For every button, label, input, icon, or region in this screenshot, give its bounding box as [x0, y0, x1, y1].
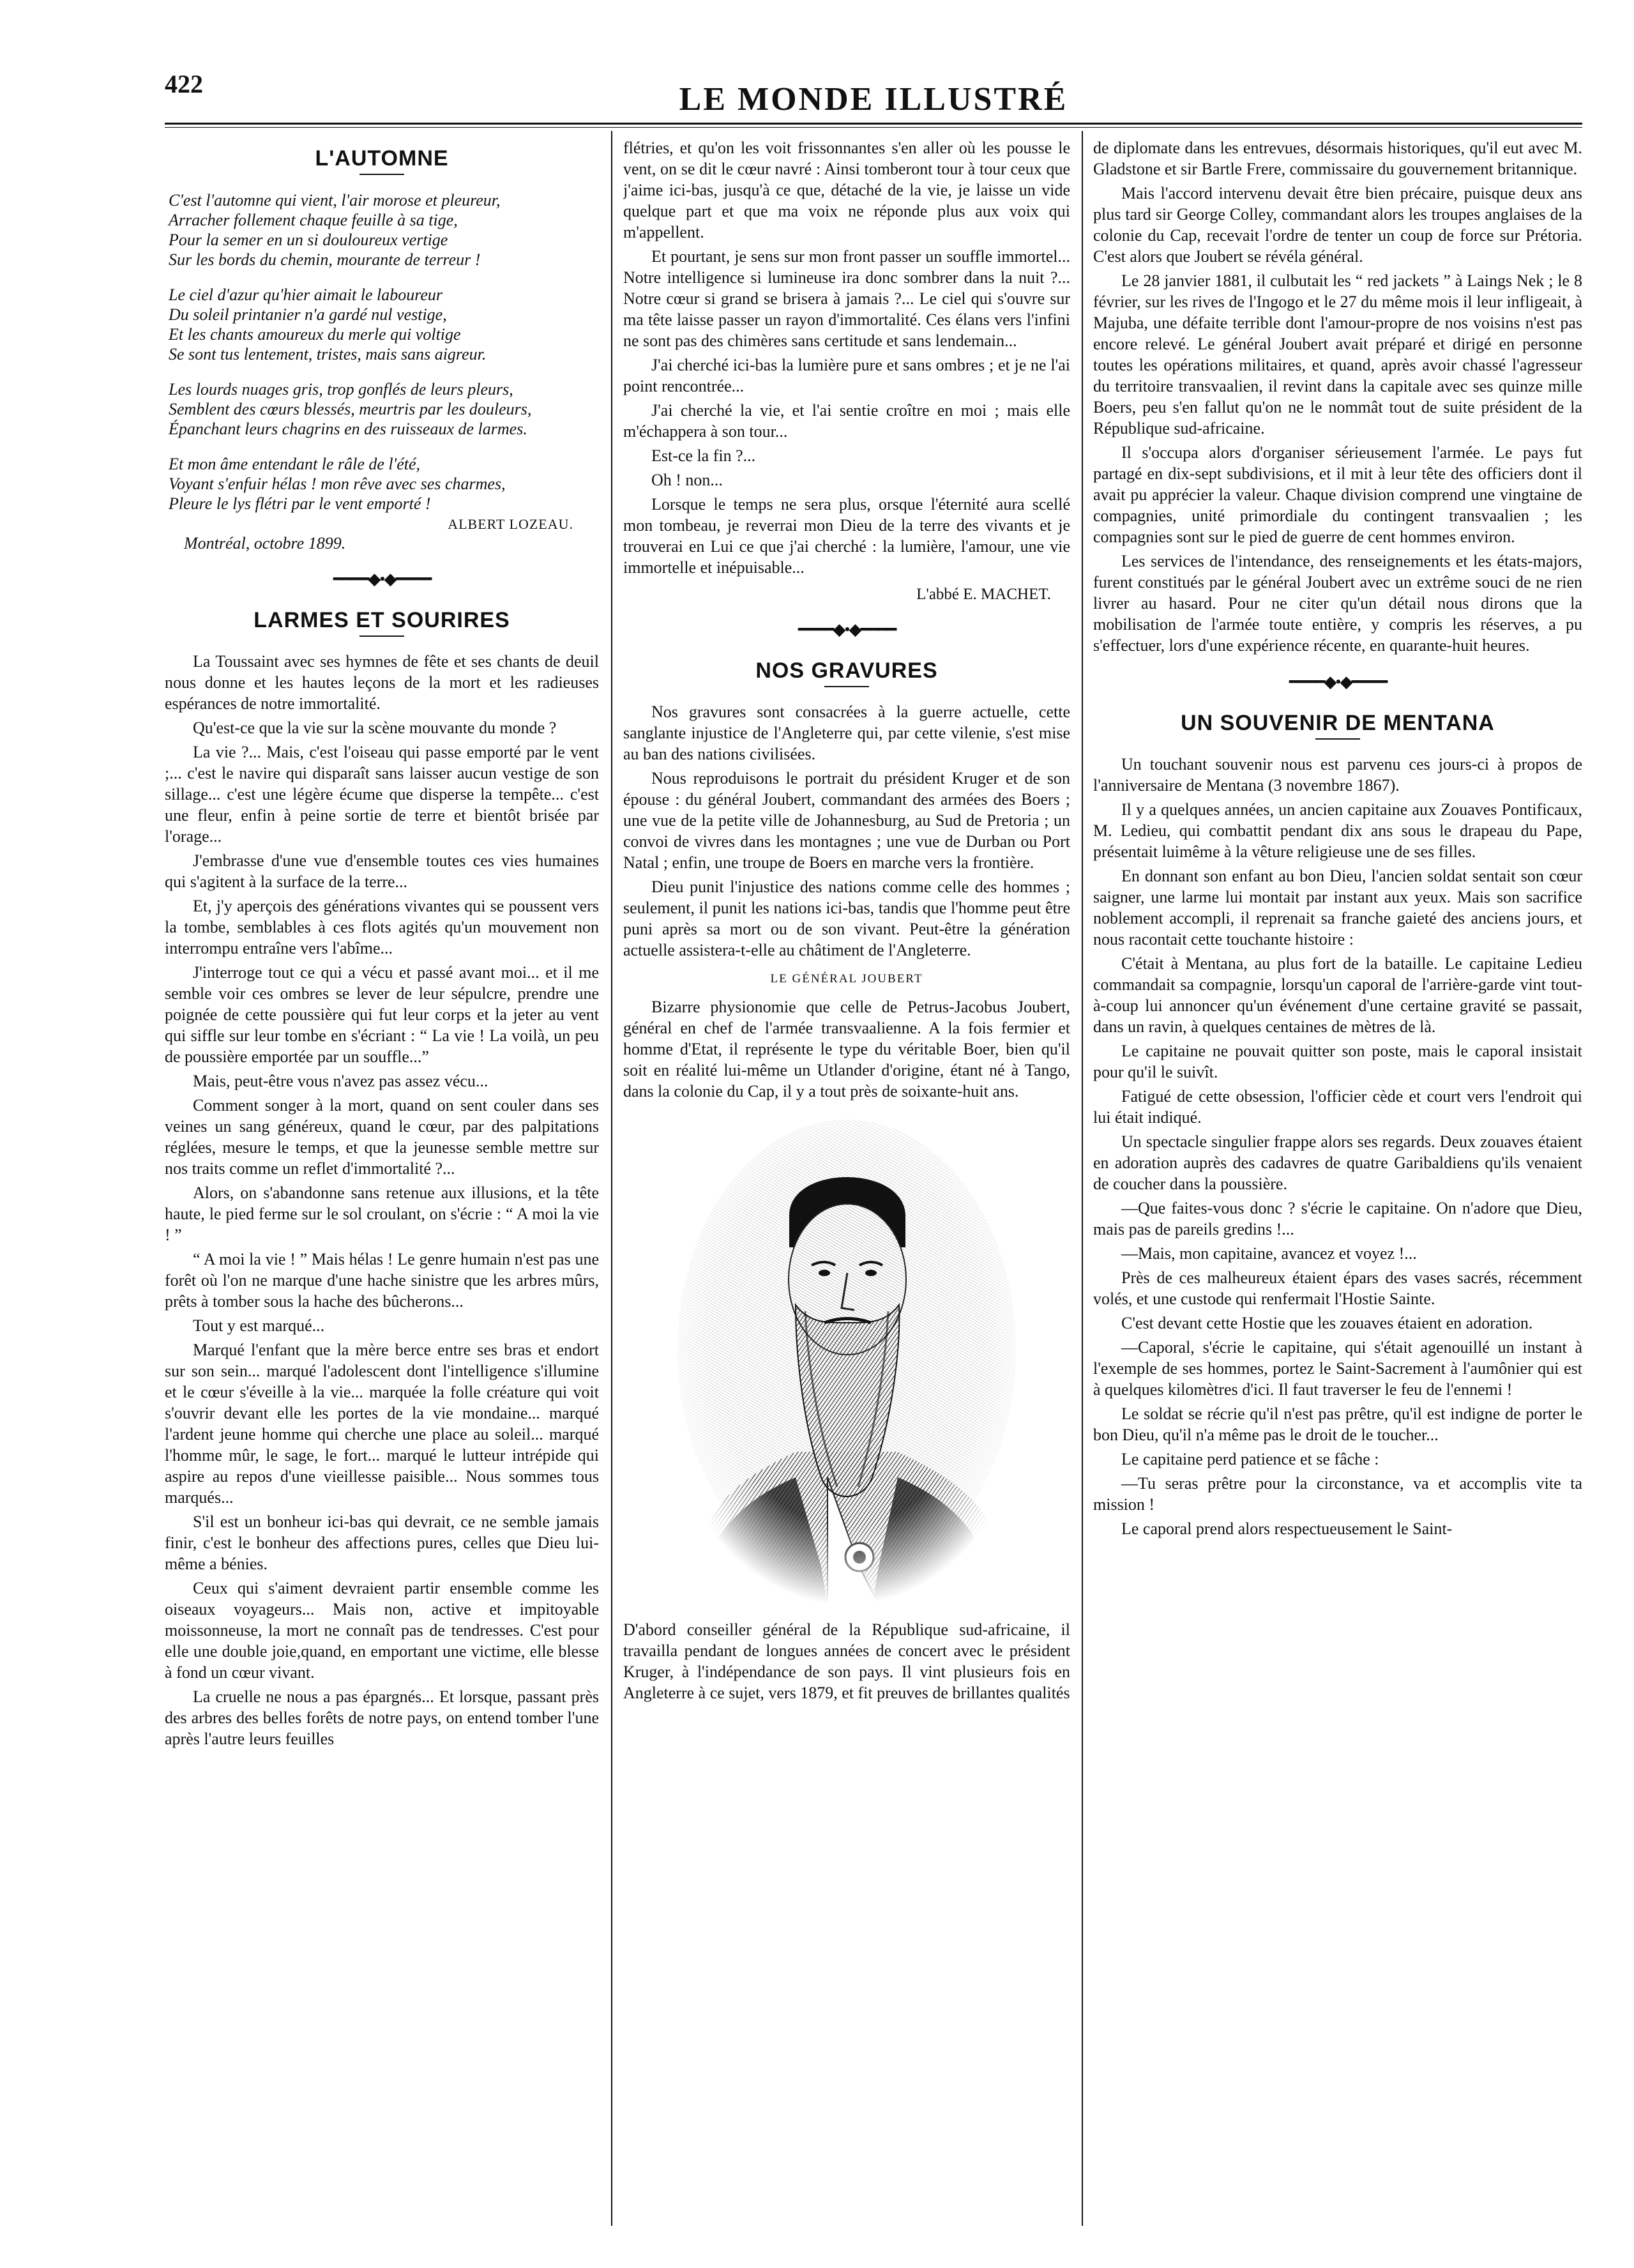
paragraph: Et, j'y aperçois des générations vivantes qui se poussent vers la tombe, semblables à ces flots agités qu'un mouvement non interrompu entraîne vers l'abîme... [165, 897, 599, 957]
paragraph: Qu'est-ce que la vie sur la scène mouvante du monde ? [193, 719, 557, 737]
paragraph: Mais, peut-être vous n'avez pas assez vécu... [193, 1072, 488, 1090]
paragraph: Près de ces malheureux étaient épars des vases sacrés, récemment volés, et une custode qui renfermait l'Hostie Sainte. [1093, 1268, 1582, 1308]
paragraph: Le 28 janvier 1881, il culbutait les “ red jackets ” à Laings Nek ; le 8 février, sur les rives de l'Ingogo et le 27 du même mois il leur infligeait, à Majuba, une défaite terrible dont l'amour-propre de nos voisins n'est pas encore relevé. Le général Joubert avait préparé et dirigé en personne toutes les opérations militaires, et quand, après avoir chassé l'agresseur du territoire transvaalien, il revint dans la capitale avec ses quinze mille Boers, peu s'en fallut qu'on ne le nommât tout de suite président de la République sud-africaine. [1093, 271, 1582, 438]
paragraph: Il s'occupa alors d'organiser sérieusement l'armée. Le pays fut partagé en dix-sept subdivisions, et il mit à leur tête des officiers dont il avait pu apprécier la valeur. Chaque division comprend une vingtaine de compagnies, unité primordiale du contingent transvaalien ; les compagnies sont sur le pied de guerre de cent hommes environ. [1093, 443, 1582, 546]
title-rule [359, 635, 404, 637]
poem-stanza [165, 454, 599, 514]
title-rule [824, 686, 869, 687]
paragraph: J'embrasse d'une vue d'ensemble toutes ces vies humaines qui s'agitent à la surface de la terre... [165, 851, 599, 891]
paragraph: —Tu seras prêtre pour la circonstance, va et accomplis vite ta mission ! [1093, 1474, 1582, 1514]
poem-line: Voyant s'enfuir hélas ! mon rêve avec ses charmes, [169, 475, 506, 493]
subsection-title: LE GÉNÉRAL JOUBERT [770, 972, 923, 986]
paragraph: La cruelle ne nous a pas épargnés... Et lorsque, passant près des arbres des belles forêts de notre pays, on entend tomber l'une après l'autre leurs feuilles [165, 1687, 599, 1748]
paragraph: Le capitaine perd patience et se fâche : [1121, 1450, 1379, 1468]
paragraph: La Toussaint avec ses hymnes de fête et ses chants de deuil nous donne et les hautes leçons de la mort et les radieuses espérances de notre immortalité. [165, 652, 599, 713]
poem-title: L'AUTOMNE [315, 146, 449, 171]
paragraph: Il y a quelques années, un ancien capitaine aux Zouaves Pontificaux, M. Ledieu, qui combattit pendant dix ans sous le drapeau du Pape, présentait luimême à la vêture religieuse une de ses filles. [1093, 800, 1582, 861]
paragraph: Bizarre physionomie que celle de Petrus-Jacobus Joubert, général en chef de l'armée transvaalienne. A la fois fermier et homme d'Etat, il représente le type du véritable Boer, bien qu'il soit en réalité lui-même un Utlander d'origine, étant né à Tango, dans la colonie du Cap, il y a tout près de soixante-huit ans. [623, 998, 1070, 1100]
paragraph: Mais l'accord intervenu devait être bien précaire, puisque deux ans plus tard sir George Colley, commandant alors les troupes anglaises de la colonie du Cap, recevait l'ordre de tenter un coup de force sur Prétoria. C'est alors que Joubert se révéla général. [1093, 184, 1582, 266]
paragraph: —Que faites-vous donc ? s'écrie le capitaine. On n'adore que Dieu, mais pas de pareils gredins !... [1093, 1199, 1582, 1238]
paragraph: C'est devant cette Hostie que les zouaves étaient en adoration. [1121, 1314, 1533, 1332]
poem-stanza [165, 285, 599, 364]
paragraph: La vie ?... Mais, c'est l'oiseau qui passe emporté par le vent ;... c'est le navire qui disparaît sans laisser aucun vestige de son sillage... c'est une légère écume que disperse la tempête... c'est une fleur, enfin à peine sortie de terre et bientôt brisée par l'orage... [165, 743, 599, 846]
paragraph: Marqué l'enfant que la mère berce entre ses bras et endort sur son sein... marqué l'adolescent dont l'intelligence s'illumine et le cœur s'éveille à la vie... marquée la folle créature qui voit s'ouvrir devant elle les portes de la vie mondaine... marqué l'ardent jeune homme qui cherche une place au soleil... marqué l'homme mûr, le sage, le fort... marqué le lutteur intrépide qui aspire au repos d'une vieillesse paisible... Nous sommes tous marqués... [165, 1341, 599, 1507]
paragraph: Nos gravures sont consacrées à la guerre actuelle, cette sanglante injustice de l'Angleterre qui, par cette vilenie, s'est mise au ban des nations civilisées. [623, 703, 1070, 763]
paragraph: Ceux qui s'aiment devraient partir ensemble comme les oiseaux voyageurs... Mais non, active et impitoyable moissonneuse, la mort ne connaît pas de tendresses. C'est pour elle une double joie,quand, en emportant une victime, elle blesse à fond un cœur vivant. [165, 1579, 599, 1682]
poem-date: Montréal, octobre 1899. [184, 534, 346, 552]
paragraph: J'ai cherché ici-bas la lumière pure et sans ombres ; et je ne l'ai point rencontrée... [623, 356, 1070, 395]
paragraph: Oh ! non... [651, 471, 723, 489]
paragraph: de diplomate dans les entrevues, désormais historiques, qu'il eut avec M. Gladstone et sir Bartle Frere, commissaire du gouvernement britannique. [1093, 139, 1582, 178]
paragraph: Et pourtant, je sens sur mon front passer un souffle immortel... Notre intelligence si lumineuse ira donc sombrer dans la nuit ?... Notre cœur si grand se brisera à jamais ?... Le ciel qui s'ouvre sur ma tête laisse passer un rayon d'immortalité. Ces élans vers l'infini ne sont pas des chimères sans certitude et sans lendemain... [623, 247, 1070, 350]
poem-line: Épanchant leurs chagrins en des ruisseaux de larmes. [169, 420, 527, 438]
paragraph: Tout y est marqué... [193, 1316, 325, 1335]
paragraph: J'ai cherché la vie, et l'ai sentie croître en moi ; mais elle m'échappera à son tour... [623, 401, 1070, 441]
poem-line: Du soleil printanier n'a gardé nul vestige, [169, 305, 447, 324]
column-divider [1082, 131, 1083, 2226]
section-ornament: ━━━━◆•◆━━━━ [333, 570, 431, 588]
paragraph: Le caporal prend alors respectueusement le Saint- [1121, 1519, 1453, 1538]
title-rule [1315, 738, 1360, 740]
signature: L'abbé E. MACHET. [916, 586, 1051, 603]
poem-line: Le ciel d'azur qu'hier aimait le laboureur [169, 285, 443, 304]
header-rule [165, 123, 1582, 125]
poem-line: C'est l'automne qui vient, l'air morose et pleureur, [169, 191, 501, 209]
poem-line: Les lourds nuages gris, trop gonflés de leurs pleurs, [169, 380, 513, 399]
paragraph: S'il est un bonheur ici-bas qui devrait, ce ne semble jamais finir, c'est le bonheur des affections pures, celles que Dieu lui-même a bénies. [165, 1512, 599, 1573]
paragraph: Lorsque le temps ne sera plus, orsque l'éternité aura scellé mon tombeau, je reverrai mon Dieu de la terre des vivants et je trouverai en Lui ce que j'ai cherché : la lumière, l'amour, une vie immortelle et inépuisable... [623, 495, 1070, 577]
section-ornament: ━━━━◆•◆━━━━ [798, 620, 896, 639]
general-joubert-portrait [668, 1120, 1025, 1605]
column-1 [165, 137, 599, 2223]
poem-line: Pleure le lys flétri par le vent emporté ! [169, 494, 431, 513]
article-title: LARMES ET SOURIRES [253, 608, 510, 632]
paragraph: Un touchant souvenir nous est parvenu ces jours-ci à propos de l'anniversaire de Mentana (3 novembre 1867). [1093, 755, 1582, 795]
title-rule [359, 174, 404, 175]
header-rule-thin [165, 127, 1582, 128]
paragraph: Le capitaine ne pouvait quitter son poste, mais le caporal insistait pour qu'il le suivît. [1093, 1042, 1582, 1081]
poem-author: ALBERT LOZEAU. [448, 516, 573, 532]
column-2 [623, 137, 1070, 2223]
paragraph: —Caporal, s'écrie le capitaine, qui s'était agenouillé un instant à l'exemple de ses hommes, portez le Saint-Sacrement à l'aumônier qui est à quelques kilomètres d'ici. Il faut traverser le feu de l'ennemi ! [1093, 1338, 1582, 1399]
poem-line: Et mon âme entendant le râle de l'été, [169, 455, 420, 473]
column-3 [1093, 137, 1582, 2223]
paragraph: —Mais, mon capitaine, avancez et voyez !... [1121, 1244, 1417, 1263]
paragraph: Dieu punit l'injustice des nations comme celle des hommes ; seulement, il punit les nations ici-bas, tandis que l'homme peut être puni après sa mort ou de son vivant. Peut-être la génération actuelle assistera-t-elle au châtiment de l'Angleterre. [623, 878, 1070, 959]
poem-line: Semblent des cœurs blessés, meurtris par les douleurs, [169, 400, 532, 418]
section-ornament: ━━━━◆•◆━━━━ [1289, 673, 1387, 691]
paragraph: J'interroge tout ce qui a vécu et passé avant moi... et il me semble voir ces ombres se lever de leur sépulcre, prendre une poignée de cette poussière qui fut leur corps et la jeter au vent qui siffle sur leur tombe en s'écriant : “ La vie ! La voilà, un peu de poussière emportée par un souffle...” [165, 963, 599, 1066]
article-title: UN SOUVENIR DE MENTANA [1181, 711, 1495, 735]
paragraph: Les services de l'intendance, des renseignements et les états-majors, furent constitués par le général Joubert avec un extrême souci de ne rien livrer au hasard. Pour ne citer qu'un détail nous dirons que la mobilisation de l'armée toute entière, y compris les réserves, a pu s'effectuer, lors d'une expérience récente, en quarante-huit heures. [1093, 552, 1582, 655]
paragraph: Alors, on s'abandonne sans retenue aux illusions, et la tête haute, le pied ferme sur le sol croulant, on s'écrie : “ A moi la vie ! ” [165, 1183, 599, 1244]
column-divider [611, 131, 612, 2226]
page-number: 422 [165, 70, 203, 98]
paragraph: flétries, et qu'on les voit frissonnantes s'en aller où les pousse le vent, on se dit le cœur navré : Ainsi tomberont tour à tour ceux que j'aime ici-bas, jusqu'à ce que, détaché de la vie, je laisse un vide quelque part et que ma voix ne réponde plus aux voix qui m'appellent. [623, 139, 1070, 241]
paragraph: Est-ce la fin ?... [651, 446, 756, 465]
poem-line: Pour la semer en un si douloureux vertige [169, 231, 448, 249]
poem [165, 190, 599, 553]
poem-line: Arracher follement chaque feuille à sa tige, [169, 211, 458, 229]
paragraph: Le soldat se récrie qu'il n'est pas prêtre, qu'il est indigne de porter le bon Dieu, qu'il n'a même pas le droit de le toucher... [1093, 1404, 1582, 1444]
journal-title: LE MONDE ILLUSTRÉ [679, 81, 1068, 118]
paragraph: En donnant son enfant au bon Dieu, l'ancien soldat sentait son cœur saigner, une larme lui montait par instant aux yeux. Mais son sacrifice noblement accompli, il reprenait sa franche gaieté des anciens jours, et nous racontait cette touchante histoire : [1093, 867, 1582, 948]
poem-line: Se sont tus lentement, tristes, mais sans aigreur. [169, 345, 487, 363]
paragraph: Comment songer à la mort, quand on sent couler dans ses veines un sang généreux, quand le cœur, par des palpitations réglées, mesure le temps, et que la jeunesse semble mettre sur nos traits comme un reflet d'immortalité ?... [165, 1096, 599, 1178]
poem-line: Et les chants amoureux du merle qui voltige [169, 325, 461, 344]
paragraph: C'était à Mentana, au plus fort de la bataille. Le capitaine Ledieu commandait sa compagnie, lorsqu'un caporal de l'arrière-garde vint tout-à-coup lui annoncer qu'un événement d'une certaine gravité se passait, dans un ravin, à quelques centaines de mètres de là. [1093, 954, 1582, 1036]
page-header [165, 69, 1582, 118]
paragraph: Un spectacle singulier frappe alors ses regards. Deux zouaves étaient en adoration auprès des cadavres de quatre Garibaldiens qu'ils venaient de coucher dans la poussière. [1093, 1132, 1582, 1193]
paragraph: Nous reproduisons le portrait du président Kruger et de son épouse : du général Joubert, commandant des armées des Boers ; une vue de la petite ville de Johannesburg, au Sud de Pretoria ; un convoi de vivres dans les montagnes ; une vue de Durban ou Port Natal ; enfin, une troupe de Boers en marche vers la frontière. [623, 769, 1070, 872]
poem-stanza [165, 379, 599, 439]
article-title: NOS GRAVURES [755, 658, 938, 683]
poem-stanza [165, 190, 599, 270]
paragraph: Fatigué de cette obsession, l'officier cède et court vers l'endroit qui lui était indiqué. [1093, 1087, 1582, 1127]
paragraph: “ A moi la vie ! ” Mais hélas ! Le genre humain n'est pas une forêt où l'on ne marque d'une hache sinistre que les arbres mûrs, prêts à tomber sous la hache des bûcherons... [165, 1250, 599, 1311]
poem-line: Sur les bords du chemin, mourante de terreur ! [169, 250, 481, 269]
paragraph: D'abord conseiller général de la République sud-africaine, il travailla pendant de longues années de concert avec le président Kruger, à l'indépendance de son pays. Il vint plusieurs fois en Angleterre à ce sujet, vers 1879, et fit preuves de brillantes qualités [623, 1620, 1070, 1702]
